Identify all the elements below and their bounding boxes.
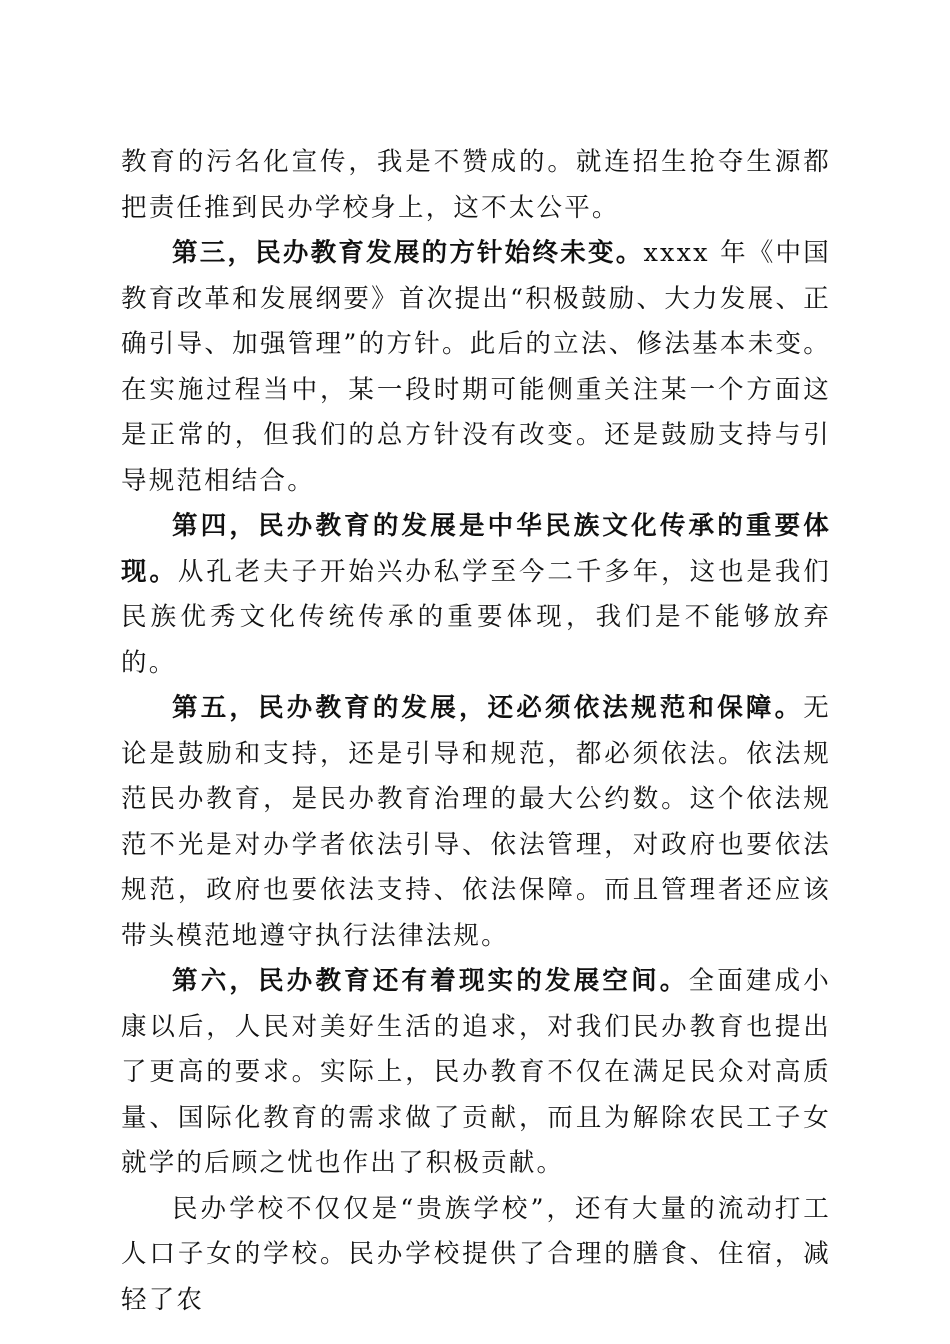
- paragraph-policy: [121, 231, 831, 504]
- paragraph-text: 民办学校不仅仅是“贵族学校”，还有大量的流动打工人口子女的学校。民办学校提供了合理的膳食、住宿，减轻了农: [121, 1193, 831, 1315]
- document-page: [121, 140, 831, 1323]
- paragraph-law: [121, 686, 831, 959]
- paragraph-lead: 第三，民办教育发展的方针始终未变。: [172, 238, 644, 268]
- paragraph-lead: 第四，民办教育的发展是中华民族文化传承的重要体现。: [121, 511, 831, 587]
- paragraph-text: xxxx 年《中国教育改革和发展纲要》首次提出“积极鼓励、大力发展、正确引导、加强管理”的方针。此后的立法、修法基本未变。在实施过程当中，某一段时期可能侧重关注某一个方面这是正常的，但我们的总方针没有改变。还是鼓励支持与引导规范相结合。: [121, 238, 831, 496]
- paragraph-lead: 第五，民办教育的发展，还必须依法规范和保障。: [172, 693, 804, 723]
- paragraph-continuation: [121, 140, 831, 231]
- paragraph-development: [121, 959, 831, 1187]
- paragraph-text: 全面建成小康以后，人民对美好生活的追求，对我们民办教育也提出了更高的要求。实际上，民办教育不仅在满足民众对高质量、国际化教育的需求做了贡献，而且为解除农民工子女就学的后顾之忧也作出了积极贡献。: [121, 966, 831, 1178]
- paragraph-text: 教育的污名化宣传，我是不赞成的。就连招生抢夺生源都把责任推到民办学校身上，这不太公平。: [121, 147, 831, 223]
- paragraph-text: 无论是鼓励和支持，还是引导和规范，都必须依法。依法规范民办教育，是民办教育治理的最大公约数。这个依法规范不光是对办学者依法引导、依法管理，对政府也要依法规范，政府也要依法支持、依法保障。而且管理者还应该带头模范地遵守执行法律法规。: [121, 693, 831, 951]
- paragraph-culture: [121, 504, 831, 686]
- paragraph-schools: [121, 1187, 831, 1324]
- paragraph-lead: 第六，民办教育还有着现实的发展空间。: [172, 966, 689, 996]
- paragraph-text: 从孔老夫子开始兴办私学至今二千多年，这也是我们民族优秀文化传统传承的重要体现，我们是不能够放弃的。: [121, 556, 831, 678]
